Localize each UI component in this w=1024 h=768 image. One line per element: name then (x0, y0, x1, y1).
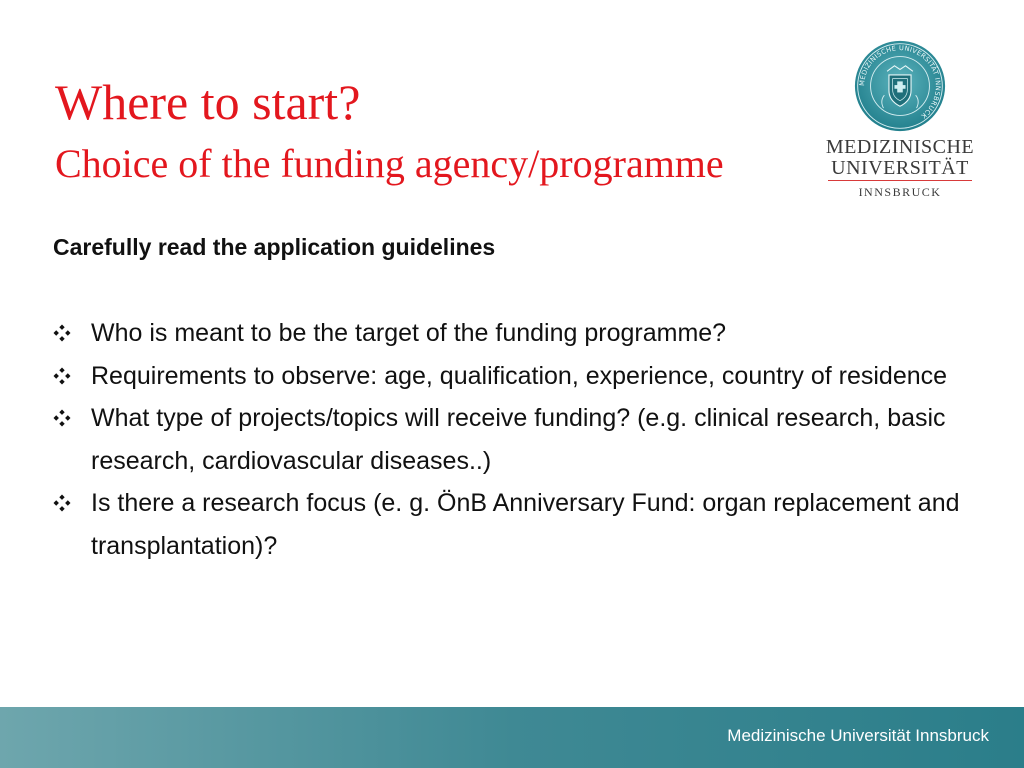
diamond-bullet-icon (53, 312, 91, 355)
logo-divider (828, 180, 972, 181)
section-heading: Carefully read the application guidelines (53, 234, 496, 260)
footer-text: Medizinische Universität Innsbruck (727, 726, 989, 745)
slide-title: Where to start? (55, 74, 361, 130)
slide-subtitle: Choice of the funding agency/programme (55, 141, 724, 186)
bullet-list (53, 312, 988, 567)
list-item (53, 482, 988, 567)
list-item (53, 312, 988, 355)
diamond-bullet-icon (53, 482, 91, 525)
diamond-bullet-icon (53, 355, 91, 398)
bullet-text: Who is meant to be the target of the funding programme? (91, 319, 727, 347)
university-seal-icon (854, 40, 946, 132)
logo-text-line3: INNSBRUCK (858, 185, 942, 199)
logo-text-line1: MEDIZINISCHE (825, 136, 975, 158)
diamond-bullet-icon (53, 397, 91, 440)
university-logo (824, 40, 976, 200)
bullet-text: Is there a research focus (e. g. ÖnB Anniversary Fund: organ replacement and transplantation)? (91, 489, 960, 560)
seal-text: MEDIZINISCHE UNIVERSITÄT INNSBRUCK (858, 44, 942, 121)
bullet-text: What type of projects/topics will receive funding? (e.g. clinical research, basic research, cardiovascular diseases..) (91, 404, 946, 475)
logo-text-line2: UNIVERSITÄT (831, 157, 969, 179)
footer-bar (0, 707, 1024, 768)
list-item (53, 355, 988, 398)
bullet-text: Requirements to observe: age, qualification, experience, country of residence (91, 361, 948, 390)
list-item (53, 397, 988, 482)
